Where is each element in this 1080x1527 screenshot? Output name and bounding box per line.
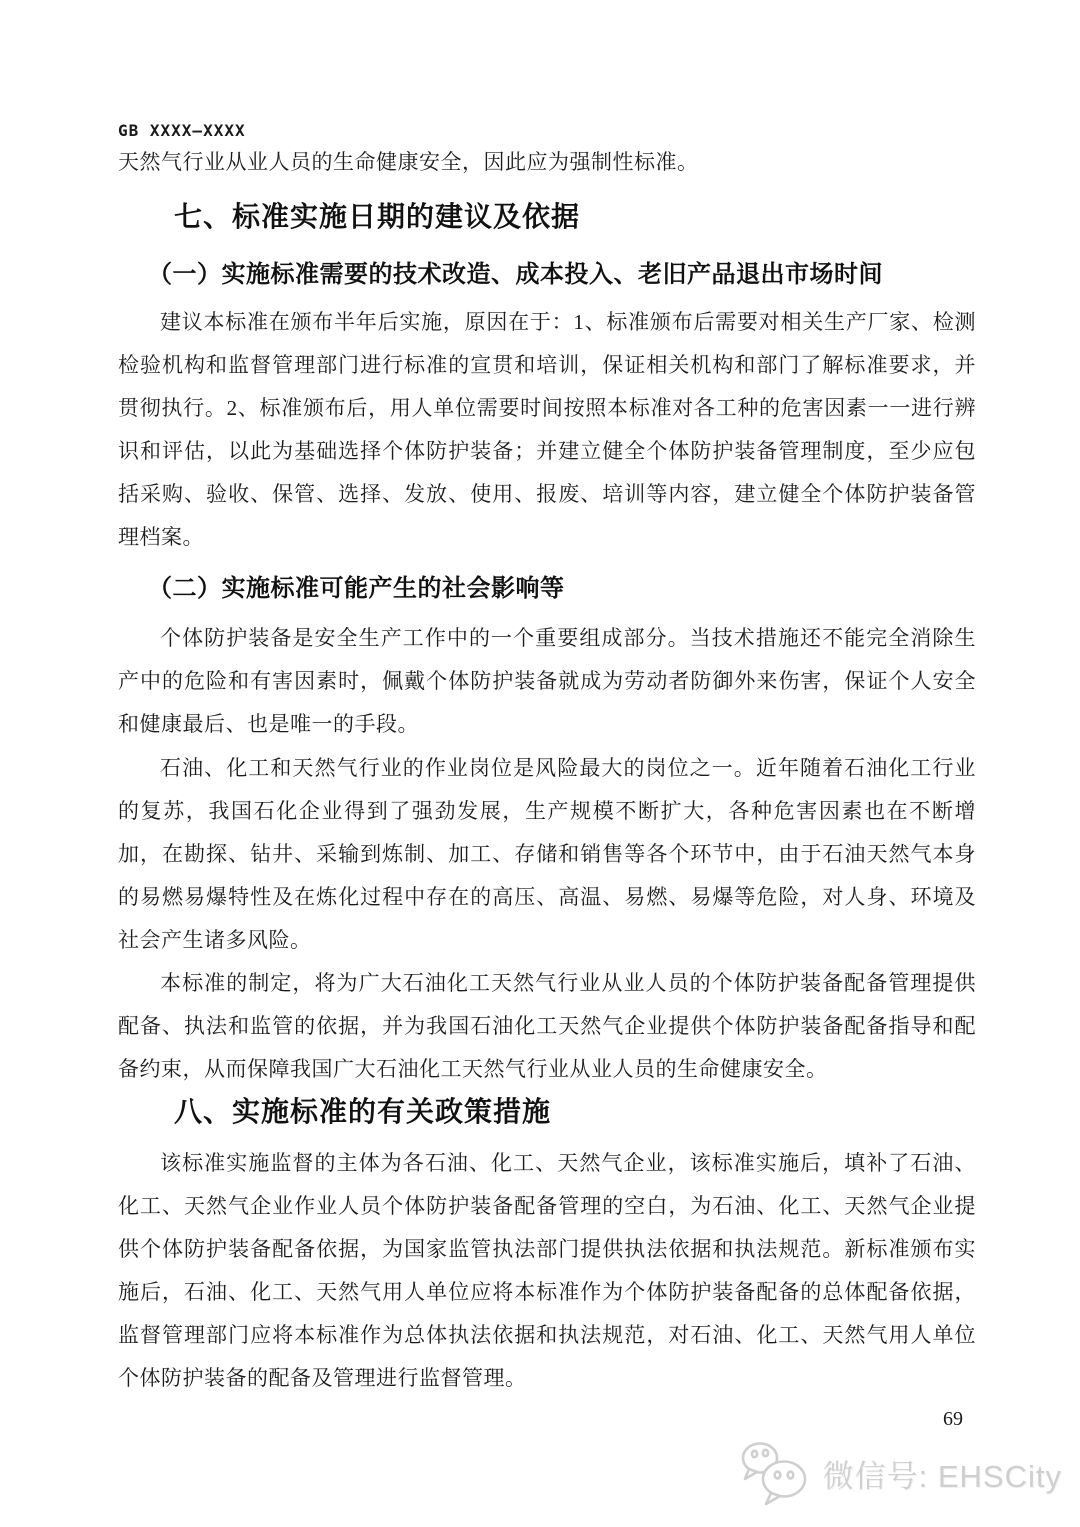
paragraph-standard-purpose: 本标准的制定，将为广大石油化工天然气行业从业人员的个体防护装备配备管理提供配备、执法和监管的依据，并为我国石油化工天然气企业提供个体防护装备配备指导和配备约束，从而保障我国广大石油化工天然气行业从业人员的生命健康安全。: [118, 971, 976, 1081]
paragraph-policy-measures: 该标准实施监督的主体为各石油、化工、天然气企业，该标准实施后，填补了石油、化工、天然气企业作业人员个体防护装备配备管理的空白，为石油、化工、天然气企业提供个体防护装备配备依据，为国家监管执法部门提供执法依据和执法规范。新标准颁布实施后，石油、化工、天然气用人单位应将本标准作为个体防护装备配备的总体配备依据，监督管理部门应将本标准作为总体执法依据和执法规范，对石油、化工、天然气用人单位个体防护装备的配备及管理进行监督管理。: [118, 1151, 976, 1390]
watermark-label: 微信号: EHSCity: [822, 1458, 1062, 1494]
section-heading-8: 八、实施标准的有关政策措施: [174, 1096, 552, 1127]
paragraph-implementation-timing: 建议本标准在颁布半年后实施，原因在于：1、标准颁布后需要对相关生产厂家、检测检验机构和监督管理部门进行标准的宣贯和培训，保证相关机构和部门了解标准要求，并贯彻执行。2、标准颁布后，用人单位需要时间按照本标准对各工种的危害因素一一进行辨识和评估，以此为基础选择个体防护装备；并建立健全个体防护装备管理制度，至少应包括采购、验收、保管、选择、发放、使用、报废、培训等内容，建立健全个体防护装备管理档案。: [118, 310, 976, 549]
wechat-icon: [737, 1439, 813, 1507]
section-heading-7: 七、标准实施日期的建议及依据: [174, 201, 581, 232]
running-header: GB XXXX—XXXX: [118, 121, 246, 140]
sub-heading-7-1: （一）实施标准需要的技术改造、成本投入、老旧产品退出市场时间: [148, 262, 883, 288]
page-number: 69: [943, 1408, 963, 1430]
wechat-watermark: [737, 1439, 1062, 1507]
intro-paragraph-continuation: 天然气行业从业人员的生命健康安全，因此应为强制性标准。: [118, 150, 699, 174]
paragraph-industry-risk: 石油、化工和天然气行业的作业岗位是风险最大的岗位之一。近年随着石油化工行业的复苏，我国石化企业得到了强劲发展，生产规模不断扩大，各种危害因素也在不断增加，在勘探、钻井、采输到炼制、加工、存储和销售等各个环节中，由于石油天然气本身的易燃易爆特性及在炼化过程中存在的高压、高温、易燃、易爆等危险，对人身、环境及社会产生诸多风险。: [118, 756, 976, 952]
paragraph-ppe-importance: 个体防护装备是安全生产工作中的一个重要组成部分。当技术措施还不能完全消除生产中的危险和有害因素时，佩戴个体防护装备就成为劳动者防御外来伤害，保证个人安全和健康最后、也是唯一的手段。: [118, 626, 976, 736]
sub-heading-7-2: （二）实施标准可能产生的社会影响等: [148, 576, 565, 602]
